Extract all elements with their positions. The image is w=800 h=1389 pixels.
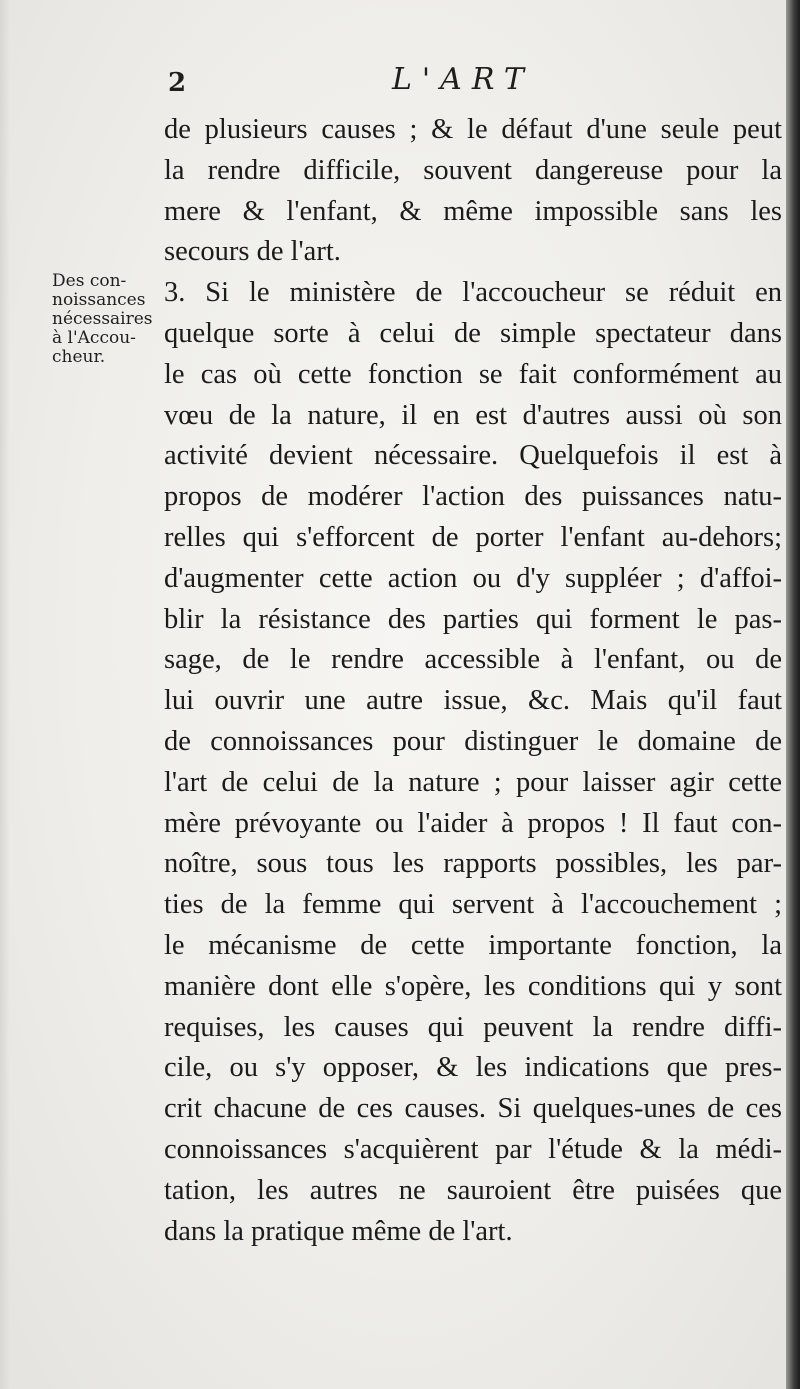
text-line: l'art de celui de la nature ; pour laisser agir cette bbox=[164, 766, 782, 798]
text-line: dans la pratique même de l'art. bbox=[164, 1215, 513, 1247]
text-line: relles qui s'efforcent de porter l'enfant au-dehors; bbox=[164, 521, 782, 553]
text-line: activité devient nécessaire. Quelquefois il est à bbox=[164, 440, 782, 472]
text-line: le mécanisme de cette importante fonction, la bbox=[164, 929, 782, 961]
page-shadow-left bbox=[0, 0, 10, 1389]
text-line: cile, ou s'y opposer, & les indications que pres- bbox=[164, 1052, 782, 1084]
text-line: vœu de la nature, il en est d'autres aussi où son bbox=[164, 399, 782, 431]
text-line: ties de la femme qui servent à l'accouchement ; bbox=[164, 889, 782, 921]
text-line: secours de l'art. bbox=[164, 236, 341, 268]
text-line: requises, les causes qui peuvent la rendre diffi- bbox=[164, 1011, 782, 1043]
text-line: de connoissances pour distinguer le domaine de bbox=[164, 725, 782, 757]
text-line: connoissances s'acquièrent par l'étude & la médi- bbox=[164, 1133, 782, 1165]
text-line: quelque sorte à celui de simple spectateur dans bbox=[164, 317, 782, 349]
margin-note-line: cheur. bbox=[52, 347, 106, 367]
text-line: la rendre difficile, souvent dangereuse pour la bbox=[164, 154, 782, 186]
text-line: de plusieurs causes ; & le défaut d'une seule peut bbox=[164, 114, 782, 145]
body-text bbox=[164, 110, 782, 1252]
text-line: propos de modérer l'action des puissances natu- bbox=[164, 481, 782, 513]
text-line: blir la résistance des parties qui forment le pas- bbox=[164, 603, 782, 635]
text-line: sage, de le rendre accessible à l'enfant, ou de bbox=[164, 644, 782, 676]
text-line: crit chacune de ces causes. Si quelques-unes de ces bbox=[164, 1093, 782, 1125]
text-line: mère prévoyante ou l'aider à propos ! Il faut con- bbox=[164, 807, 782, 839]
margin-note-line: à l'Accou- bbox=[52, 328, 136, 348]
scanner-edge-right bbox=[786, 0, 800, 1389]
margin-note-line: noissances bbox=[52, 290, 146, 310]
text-line: d'augmenter cette action ou d'y suppléer ; d'affoi- bbox=[164, 562, 782, 594]
text-line: lui ouvrir une autre issue, &c. Mais qu'il faut bbox=[164, 685, 782, 717]
text-line: 3. Si le ministère de l'accoucheur se réduit en bbox=[164, 277, 782, 309]
text-line: mere & l'enfant, & même impossible sans les bbox=[164, 195, 782, 227]
running-head: L'ART bbox=[392, 62, 534, 97]
page-header bbox=[160, 62, 780, 102]
text-line: manière dont elle s'opère, les conditions qui y sont bbox=[164, 970, 782, 1002]
margin-note-line: Des con- bbox=[52, 271, 127, 291]
page-number: 2 bbox=[168, 68, 187, 98]
margin-note-line: nécessaires bbox=[52, 309, 153, 329]
text-line: le cas où cette fonction se fait conformément au bbox=[164, 358, 782, 390]
text-line: noître, sous tous les rapports possibles, les par- bbox=[164, 848, 782, 880]
margin-note bbox=[52, 272, 162, 367]
text-line: tation, les autres ne sauroient être puisées que bbox=[164, 1174, 782, 1206]
